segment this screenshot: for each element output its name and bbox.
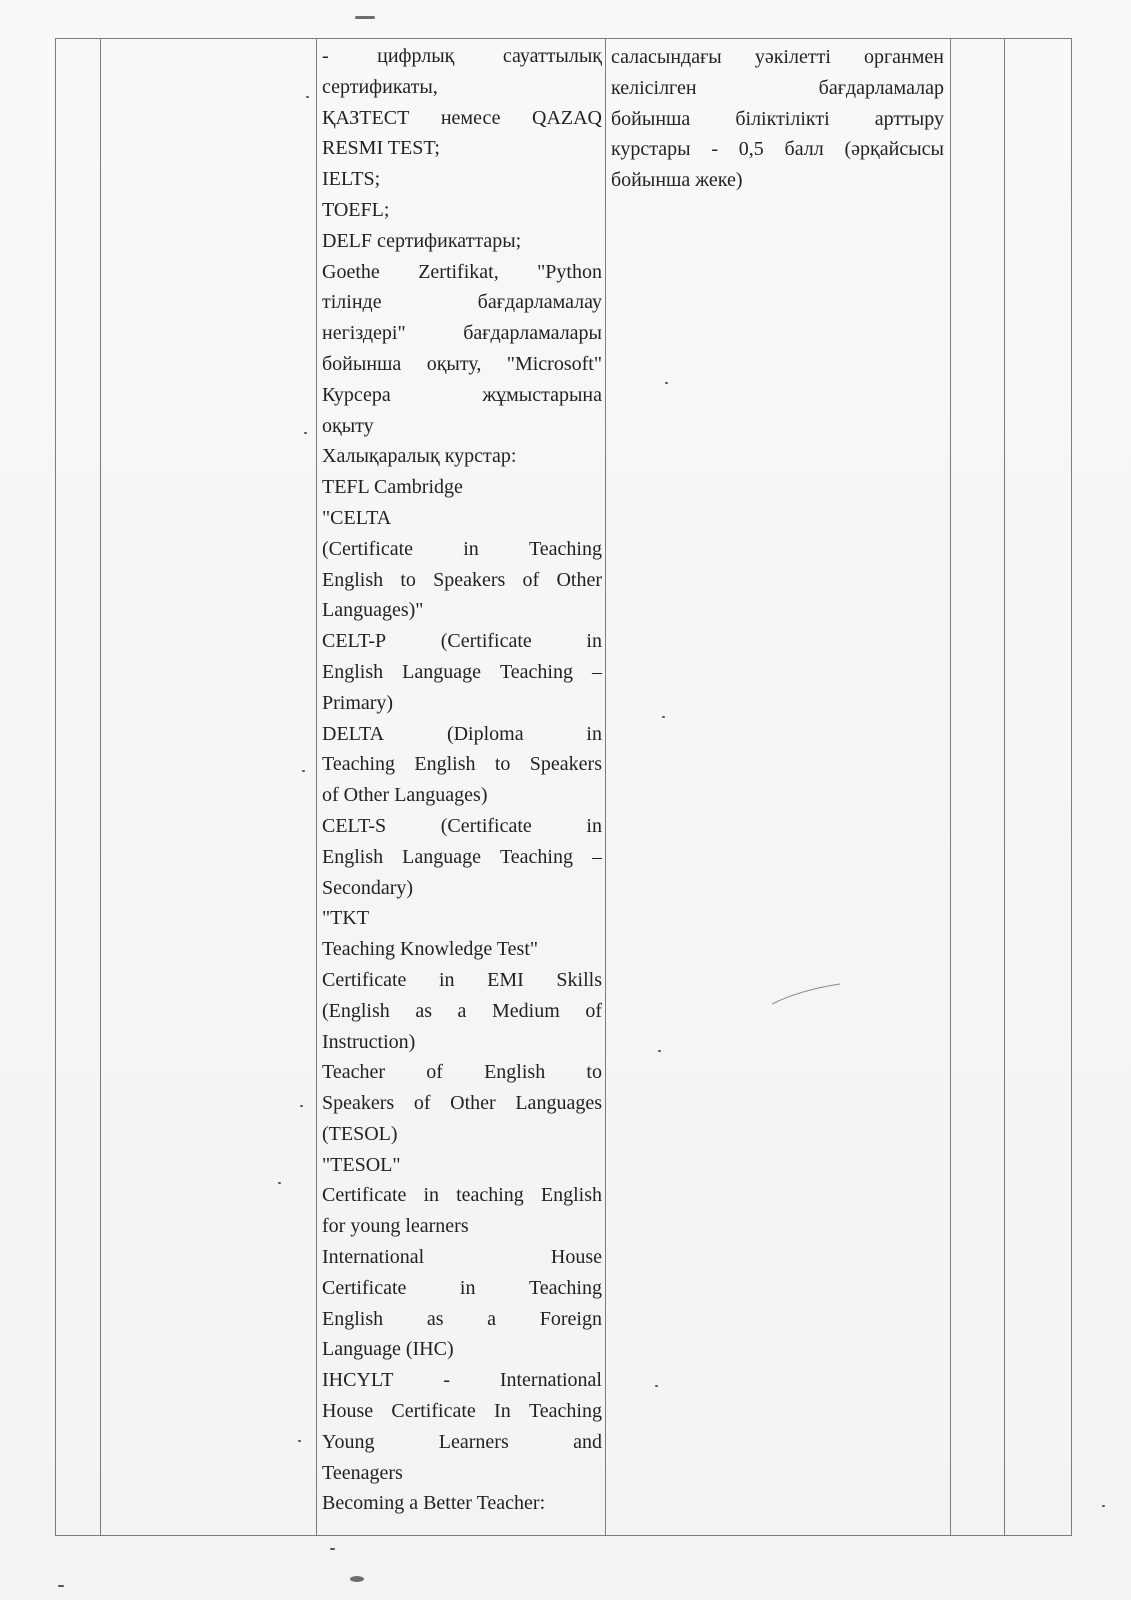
table-divider-4 <box>950 38 951 1536</box>
text-line: International House <box>322 1246 602 1269</box>
text-line: for young learners <box>322 1215 469 1238</box>
scan-speck <box>655 1385 658 1387</box>
scan-speck <box>58 1585 64 1587</box>
text-line: Language (IHC) <box>322 1338 454 1361</box>
text-line: "TESOL" <box>322 1153 401 1176</box>
text-line: бойынша жеке) <box>611 169 743 192</box>
text-line: House Certificate In Teaching <box>322 1400 602 1423</box>
scan-scratch <box>770 982 842 1006</box>
scan-speck <box>1102 1505 1105 1507</box>
text-line: English Language Teaching – <box>322 845 602 868</box>
scan-speck <box>302 770 305 772</box>
scan-speck <box>662 716 665 718</box>
text-line: (TESOL) <box>322 1122 398 1145</box>
text-line: Becoming a Better Teacher: <box>322 1492 546 1515</box>
text-line: Goethe Zertifikat, "Python <box>322 260 602 283</box>
scan-speck <box>300 1105 303 1107</box>
scan-speck <box>306 96 309 98</box>
text-line: Young Learners and <box>322 1430 602 1453</box>
text-line: TOEFL; <box>322 198 390 221</box>
text-line: бойынша оқыту, "Microsoft" <box>322 352 602 375</box>
text-line: Speakers of Other Languages <box>322 1092 602 1115</box>
text-line: келісілген бағдарламалар <box>611 76 944 99</box>
text-line: - цифрлық сауаттылық <box>322 45 602 67</box>
text-line: "TKT <box>322 907 370 930</box>
text-line: тілінде бағдарламалау <box>322 291 602 314</box>
text-line: Certificate in EMI Skills <box>322 968 602 991</box>
scan-speck <box>330 1548 335 1550</box>
text-line: English to Speakers of Other <box>322 568 602 591</box>
text-line: IHCYLT - International <box>322 1369 602 1392</box>
text-line: Certificate in teaching English <box>322 1184 602 1207</box>
scan-speck <box>304 432 307 434</box>
text-line: CELT-S (Certificate in <box>322 814 602 837</box>
text-line: Курсера жұмыстарына <box>322 383 602 406</box>
scan-speck <box>350 1576 364 1582</box>
table-border-left <box>55 38 56 1536</box>
table-border-right <box>1071 38 1072 1536</box>
text-line: English as a Foreign <box>322 1307 602 1330</box>
text-line: Certificate in Teaching <box>322 1276 602 1299</box>
text-line: Teacher of English to <box>322 1061 602 1084</box>
scan-speck <box>658 1050 661 1052</box>
text-line: Teenagers <box>322 1461 403 1484</box>
text-line: бойынша біліктілікті арттыру <box>611 107 944 130</box>
text-line: саласындағы уәкілетті органмен <box>611 46 944 68</box>
table-divider-1 <box>100 38 101 1536</box>
text-line: IELTS; <box>322 168 381 191</box>
table-divider-2 <box>316 38 317 1536</box>
scan-speck <box>665 382 668 384</box>
text-line: (Certificate in Teaching <box>322 537 602 560</box>
text-line: ҚАЗТЕСТ немесе QAZAQ <box>322 106 602 129</box>
text-line: Халықаралық курстар: <box>322 445 517 468</box>
text-line: CELT-P (Certificate in <box>322 630 602 653</box>
text-line: Instruction) <box>322 1030 416 1053</box>
scan-speck <box>355 16 375 19</box>
text-line: "CELTA <box>322 506 392 529</box>
certificates-cell <box>322 41 602 1519</box>
text-line: Teaching Knowledge Test" <box>322 938 539 961</box>
table-border-top <box>55 38 1071 39</box>
text-line: (English as a Medium of <box>322 999 602 1022</box>
table-divider-5 <box>1004 38 1005 1536</box>
scan-speck <box>298 1440 301 1442</box>
scan-speck <box>278 1182 281 1184</box>
text-line: Primary) <box>322 691 394 714</box>
text-line: курстары - 0,5 балл (әрқайсысы <box>611 138 944 161</box>
table-divider-3 <box>605 38 606 1536</box>
text-line: DELTA (Diploma in <box>322 722 602 745</box>
text-line: DELF сертификаттары; <box>322 229 522 252</box>
text-line: сертификаты, <box>322 75 438 98</box>
text-line: of Other Languages) <box>322 784 488 807</box>
text-line: TEFL Cambridge <box>322 476 463 499</box>
text-line: негіздері" бағдарламалары <box>322 322 602 345</box>
text-line: English Language Teaching – <box>322 660 602 683</box>
criteria-cell <box>611 42 944 196</box>
text-line: Teaching English to Speakers <box>322 753 602 776</box>
text-line: Languages)" <box>322 599 424 622</box>
text-line: оқыту <box>322 414 374 437</box>
text-line: RESMI TEST; <box>322 137 440 160</box>
table-border-bottom <box>55 1535 1071 1536</box>
text-line: Secondary) <box>322 876 414 899</box>
